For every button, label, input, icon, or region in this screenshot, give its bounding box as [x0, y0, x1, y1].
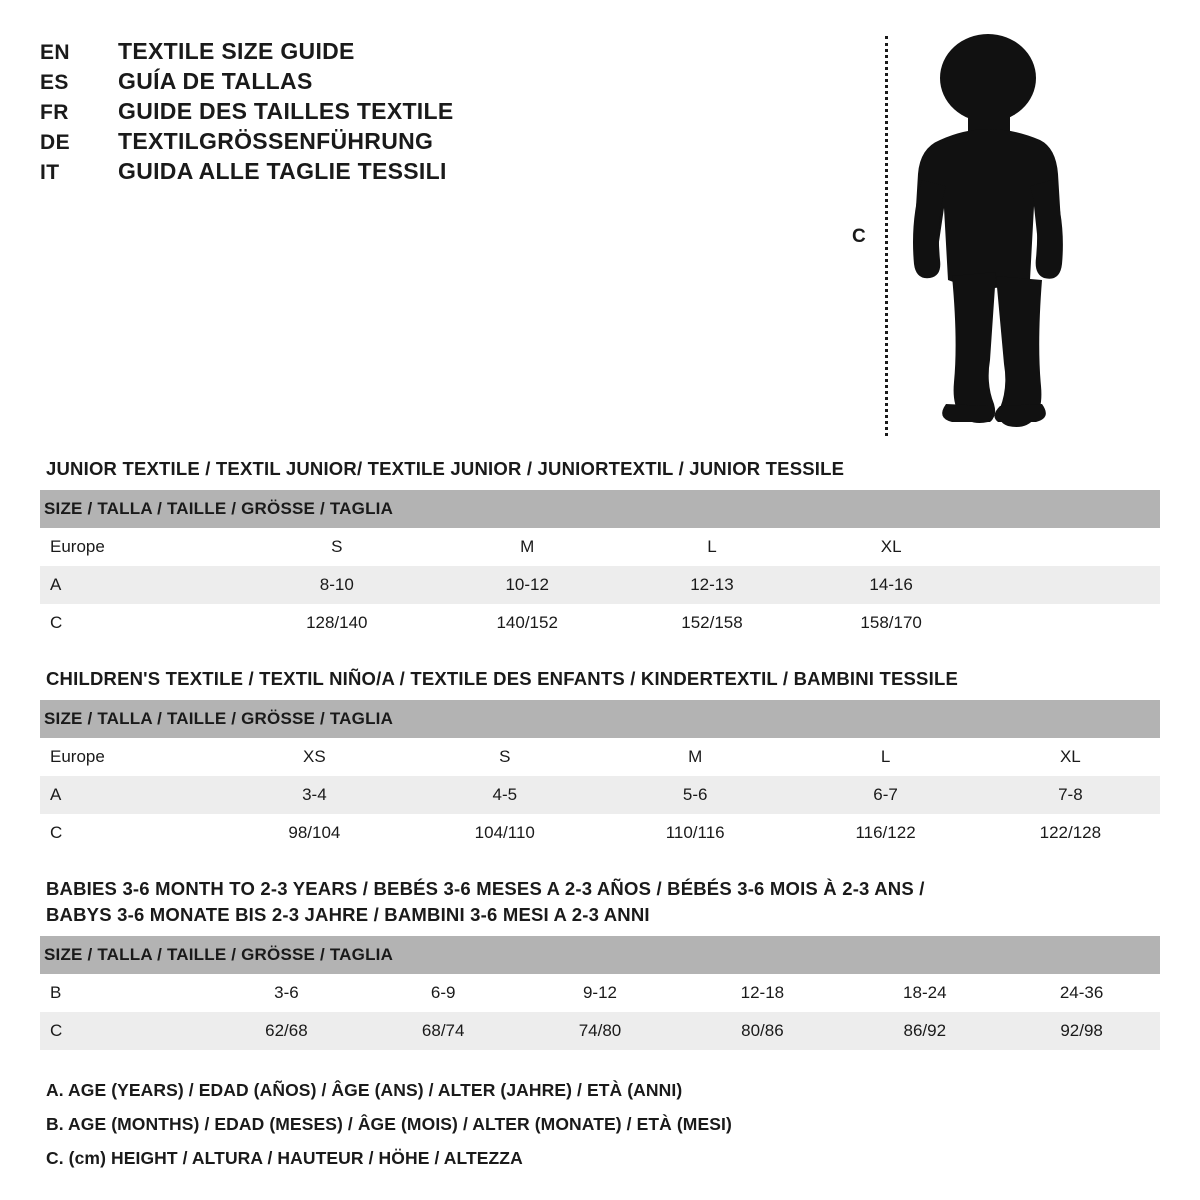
- table-header-row: [40, 700, 1160, 738]
- language-row: [40, 128, 454, 155]
- cell: 128/140: [242, 604, 432, 642]
- cell: XS: [219, 738, 409, 776]
- table-header-label: SIZE / TALLA / TAILLE / GRÖSSE / TAGLIA: [40, 490, 981, 528]
- section-title-babies-line1: BABIES 3-6 MONTH TO 2-3 YEARS / BEBÉS 3-6 MESES A 2-3 AÑOS / BÉBÉS 3-6 MOIS À 2-3 ANS /: [46, 878, 925, 899]
- cell: S: [242, 528, 432, 566]
- height-measure-label: C: [852, 226, 866, 247]
- cell: 18-24: [846, 974, 1003, 1012]
- cell: S: [410, 738, 600, 776]
- child-silhouette-icon: [900, 30, 1090, 435]
- table-row: [40, 974, 1160, 1012]
- language-code: EN: [40, 41, 70, 64]
- cell: 7-8: [981, 776, 1160, 814]
- language-title: GUIDA ALLE TAGLIE TESSILI: [118, 158, 447, 184]
- cell: XL: [802, 528, 981, 566]
- language-title-list: [40, 38, 454, 188]
- cell: 4-5: [410, 776, 600, 814]
- cell: 10-12: [432, 566, 622, 604]
- language-row: [40, 38, 454, 65]
- table-header-row: [40, 936, 1160, 974]
- cell: 116/122: [790, 814, 980, 852]
- section-junior: [40, 458, 1160, 642]
- cell: 110/116: [600, 814, 790, 852]
- height-figure: [852, 30, 1120, 430]
- cell: 86/92: [846, 1012, 1003, 1050]
- cell: L: [622, 528, 801, 566]
- section-title-babies-line2: BABYS 3-6 MONATE BIS 2-3 JAHRE / BAMBINI 3-6 MESI A 2-3 ANNI: [46, 904, 650, 925]
- cell: 140/152: [432, 604, 622, 642]
- children-size-table: [40, 700, 1160, 852]
- cell: M: [432, 528, 622, 566]
- table-header-row: [40, 490, 1160, 528]
- junior-size-table: [40, 490, 1160, 642]
- section-title-babies: [46, 878, 1160, 926]
- row-label: A: [40, 776, 219, 814]
- language-title: TEXTILGRÖSSENFÜHRUNG: [118, 128, 434, 154]
- cell: 8-10: [242, 566, 432, 604]
- section-title-junior: JUNIOR TEXTILE / TEXTIL JUNIOR/ TEXTILE JUNIOR / JUNIORTEXTIL / JUNIOR TESSILE: [46, 458, 845, 479]
- babies-size-table: [40, 936, 1160, 1050]
- row-label: Europe: [40, 738, 219, 776]
- language-title: GUÍA DE TALLAS: [118, 68, 313, 94]
- row-label: C: [40, 604, 242, 642]
- language-row: [40, 68, 454, 95]
- section-babies: [40, 878, 1160, 1050]
- table-row: [40, 604, 1160, 642]
- cell: 24-36: [1003, 974, 1160, 1012]
- cell: 68/74: [365, 1012, 522, 1050]
- section-children: [40, 668, 1160, 852]
- cell: 12-18: [678, 974, 846, 1012]
- language-code: IT: [40, 161, 60, 184]
- cell: 158/170: [802, 604, 981, 642]
- cell: 104/110: [410, 814, 600, 852]
- table-row: [40, 566, 1160, 604]
- cell: 74/80: [522, 1012, 679, 1050]
- legend: [46, 1080, 1160, 1169]
- table-row: [40, 776, 1160, 814]
- cell: 6-7: [790, 776, 980, 814]
- cell: 98/104: [219, 814, 409, 852]
- legend-line-a: A. AGE (YEARS) / EDAD (AÑOS) / ÂGE (ANS) / ALTER (JAHRE) / ETÀ (ANNI): [46, 1080, 683, 1100]
- language-title: TEXTILE SIZE GUIDE: [118, 38, 355, 64]
- cell: M: [600, 738, 790, 776]
- row-label: C: [40, 814, 219, 852]
- table-row: [40, 528, 1160, 566]
- cell: 5-6: [600, 776, 790, 814]
- cell: 14-16: [802, 566, 981, 604]
- cell: 9-12: [522, 974, 679, 1012]
- cell: 3-6: [208, 974, 365, 1012]
- page-header: [40, 30, 1160, 430]
- row-label: A: [40, 566, 242, 604]
- cell: XL: [981, 738, 1160, 776]
- legend-line-b: B. AGE (MONTHS) / EDAD (MESES) / ÂGE (MOIS) / ALTER (MONATE) / ETÀ (MESI): [46, 1114, 732, 1134]
- table-row: [40, 1012, 1160, 1050]
- table-header-label: SIZE / TALLA / TAILLE / GRÖSSE / TAGLIA: [40, 700, 1160, 738]
- legend-line-c: C. (cm) HEIGHT / ALTURA / HAUTEUR / HÖHE / ALTEZZA: [46, 1148, 523, 1168]
- cell: 62/68: [208, 1012, 365, 1050]
- language-row: [40, 98, 454, 125]
- row-label: Europe: [40, 528, 242, 566]
- language-code: FR: [40, 101, 69, 124]
- cell: 12-13: [622, 566, 801, 604]
- cell: 152/158: [622, 604, 801, 642]
- cell: 6-9: [365, 974, 522, 1012]
- row-label: B: [40, 974, 208, 1012]
- table-row: [40, 738, 1160, 776]
- row-label: C: [40, 1012, 208, 1050]
- section-title-children: CHILDREN'S TEXTILE / TEXTIL NIÑO/A / TEXTILE DES ENFANTS / KINDERTEXTIL / BAMBINI TESSILE: [46, 668, 958, 689]
- cell: 122/128: [981, 814, 1160, 852]
- cell: L: [790, 738, 980, 776]
- cell: 80/86: [678, 1012, 846, 1050]
- table-header-label: SIZE / TALLA / TAILLE / GRÖSSE / TAGLIA: [40, 936, 1160, 974]
- table-row: [40, 814, 1160, 852]
- language-code: ES: [40, 71, 69, 94]
- language-title: GUIDE DES TAILLES TEXTILE: [118, 98, 454, 124]
- cell: 3-4: [219, 776, 409, 814]
- cell: 92/98: [1003, 1012, 1160, 1050]
- language-row: [40, 158, 454, 185]
- language-code: DE: [40, 131, 70, 154]
- height-dashed-line: [885, 36, 888, 436]
